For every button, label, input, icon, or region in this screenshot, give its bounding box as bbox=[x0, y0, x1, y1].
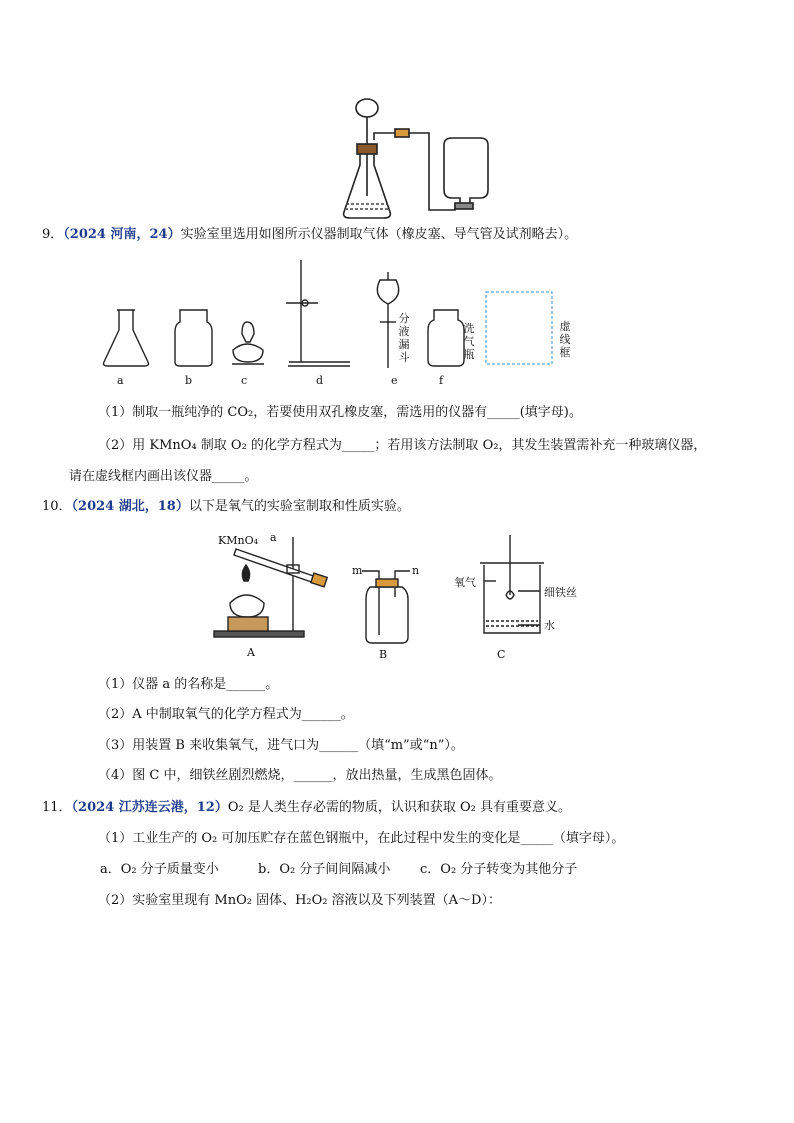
q10-fig-b-n: n bbox=[412, 564, 420, 577]
q11-stem bbox=[42, 799, 571, 817]
q9-stem-text: 实验室里选用如图所示仪器制取气体（橡皮塞、导气管及试剂略去）。 bbox=[180, 227, 578, 242]
q10-fig-b-m: m bbox=[352, 564, 363, 577]
q11-number: 11． bbox=[42, 800, 72, 815]
q10-caption-c: C bbox=[497, 648, 506, 661]
q9-part-2a: （2）用 KMnO₄ 制取 O₂ 的化学方程式为_____；若用该方法制取 O₂，其发生装置需补充一种玻璃仪器， bbox=[98, 438, 707, 453]
q11-part-1: （1）工业生产的 O₂ 可加压贮存在蓝色钢瓶中，在此过程中发生的变化是_____（填字母）。 bbox=[98, 831, 625, 846]
q10-part-4: （4）图 C 中，细铁丝剧烈燃烧，______，放出热量，生成黑色固体。 bbox=[98, 768, 502, 783]
q9-part-2b: 请在虚线框内画出该仪器_____。 bbox=[69, 469, 258, 484]
q11-part-2: （2）实验室里现有 MnO₂ 固体、H₂O₂ 溶液以及下列装置（A～D）： bbox=[98, 893, 501, 908]
q10-part-3: （3）用装置 B 来收集氧气，进气口为______（填“m”或“n”）。 bbox=[98, 738, 464, 753]
q9-label-a: a bbox=[117, 374, 124, 387]
q9-label-f: f bbox=[439, 374, 444, 387]
q9-dashed-box-label: 虚线框 bbox=[559, 320, 571, 359]
q10-number: 10． bbox=[42, 499, 72, 514]
q10-fig-c-oxygen: 氧气 bbox=[454, 576, 476, 589]
q9-label-c: c bbox=[241, 374, 248, 387]
q10-source: （2024 湖北，18） bbox=[71, 499, 189, 514]
q9-stem bbox=[42, 226, 577, 244]
q9-label-d: d bbox=[316, 374, 324, 387]
q10-stem bbox=[42, 498, 410, 516]
q11-option-c: c．O₂ 分子转变为其他分子 bbox=[420, 862, 578, 877]
q9-number: 9． bbox=[42, 227, 64, 242]
q10-caption-a: A bbox=[247, 646, 255, 659]
q9-label-b: b bbox=[185, 374, 193, 387]
q10-part-2: （2）A 中制取氧气的化学方程式为______。 bbox=[98, 707, 354, 722]
q9-wash-bottle-label: 洗气瓶 bbox=[463, 322, 475, 361]
q10-fig-c-water: 水 bbox=[544, 619, 555, 632]
q10-fig-a-label-a: a bbox=[270, 531, 277, 544]
q11-stem-text: O₂ 是人类生存必需的物质，认识和获取 O₂ 具有重要意义。 bbox=[227, 800, 571, 815]
q11-source: （2024 江苏连云港，12） bbox=[71, 800, 228, 815]
q10-apparatus-figure bbox=[0, 525, 794, 665]
q10-part-1: （1）仪器 a 的名称是______。 bbox=[98, 677, 279, 692]
q9-funnel-label: 分液漏斗 bbox=[398, 312, 410, 364]
q10-stem-text: 以下是氧气的实验室制取和性质实验。 bbox=[188, 499, 410, 514]
q9-source: （2024 河南，24） bbox=[63, 227, 181, 242]
q10-caption-b: B bbox=[379, 648, 388, 661]
q11-option-a: a．O₂ 分子质量变小 bbox=[100, 862, 219, 877]
top-apparatus-figure bbox=[0, 0, 794, 230]
q9-part-1: （1）制取一瓶纯净的 CO₂，若要使用双孔橡皮塞，需选用的仪器有_____(填字母)。 bbox=[98, 405, 582, 420]
q9-label-e: e bbox=[391, 374, 398, 387]
q11-option-b: b．O₂ 分子间间隔减小 bbox=[258, 862, 391, 877]
q10-fig-a-reagent: KMnO₄ bbox=[218, 534, 258, 547]
q10-fig-c-wire: 细铁丝 bbox=[544, 586, 577, 599]
q9-dashed-box bbox=[486, 292, 552, 364]
